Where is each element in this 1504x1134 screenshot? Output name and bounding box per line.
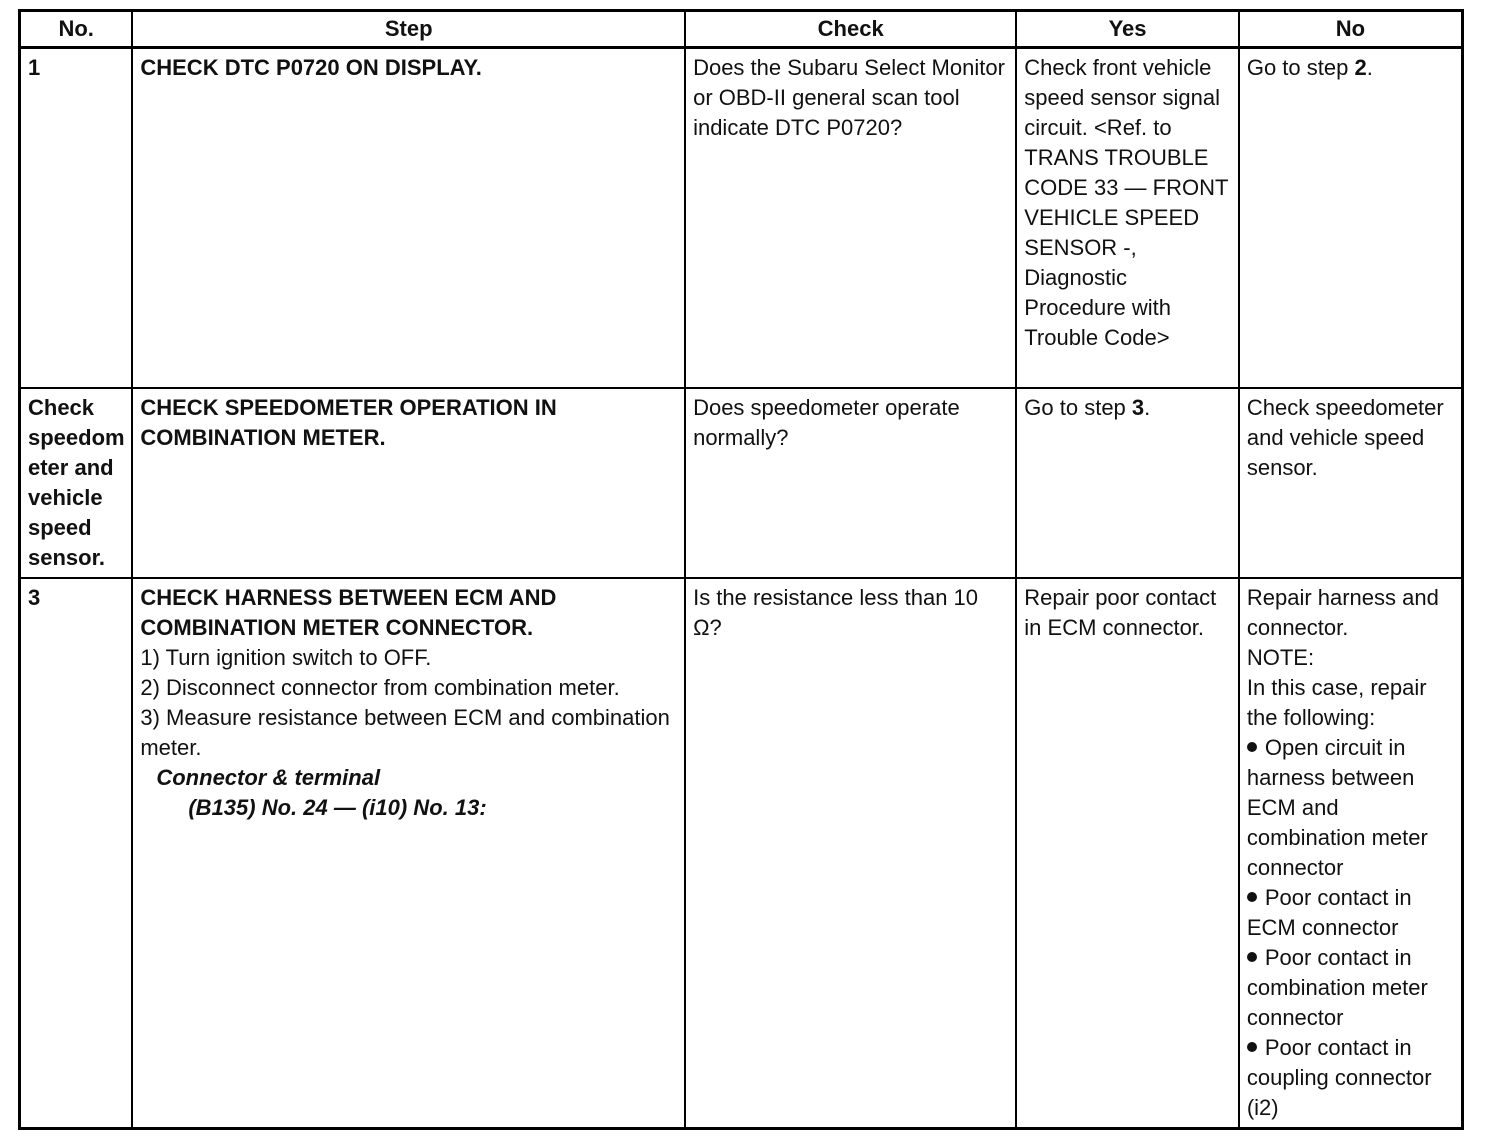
connector-terminal-value: (B135) No. 24 — (i10) No. 13: [188, 795, 487, 820]
bullet-text: Open circuit in harness between ECM and combination meter connector [1246, 735, 1428, 880]
bullet-icon [1247, 1042, 1257, 1052]
row-number: 1 [20, 48, 133, 389]
header-row [20, 11, 1463, 48]
header-no: No. [20, 11, 133, 48]
step-instruction: 3) Measure resistance between ECM and combination meter. [140, 705, 670, 760]
check-text: Does the Subaru Select Monitor or OBD-II general scan tool indicate DTC P0720? [685, 48, 1016, 389]
bullet-item [1247, 943, 1455, 1033]
no-step-number: 2 [1354, 55, 1367, 80]
row-number: 3 [20, 578, 133, 1129]
no-intro: Repair harness and connector. [1246, 585, 1439, 640]
yes-step-number: 3 [1131, 395, 1145, 420]
row-number: Check speedometer and vehicle speed sensor. [20, 388, 133, 578]
bullet-item [1247, 883, 1455, 943]
table-row [20, 578, 1463, 1129]
no-suffix: . [1366, 55, 1373, 80]
yes-text: Repair poor contact in ECM connector. [1016, 578, 1239, 1129]
bullet-icon [1247, 892, 1257, 902]
bullet-text: Poor contact in combination meter connector [1246, 945, 1428, 1030]
step-title: CHECK SPEEDOMETER OPERATION IN COMBINATION METER. [132, 388, 685, 578]
bullet-icon [1247, 742, 1257, 752]
bullet-text: Poor contact in ECM connector [1246, 885, 1412, 940]
bullet-item [1247, 1033, 1455, 1123]
bullet-item [1247, 733, 1455, 883]
connector-label: Connector & terminal [156, 765, 381, 790]
step-title: CHECK HARNESS BETWEEN ECM AND COMBINATION METER CONNECTOR. [140, 585, 557, 640]
step-instruction: 2) Disconnect connector from combination meter. [140, 675, 620, 700]
bullet-icon [1247, 952, 1257, 962]
header-step: Step [132, 11, 685, 48]
table-header [20, 11, 1463, 48]
yes-prefix: Go to step [1024, 395, 1132, 420]
check-text: Is the resistance less than 10 Ω? [685, 578, 1016, 1129]
yes-suffix: . [1144, 395, 1151, 420]
table-row [20, 48, 1463, 389]
step-title: CHECK DTC P0720 ON DISPLAY. [132, 48, 685, 389]
no-text: Check speedometer and vehicle speed sensor. [1239, 388, 1463, 578]
note-text: In this case, repair the following: [1246, 675, 1427, 730]
header-no-result: No [1239, 11, 1463, 48]
yes-text [1016, 388, 1239, 578]
header-check: Check [685, 11, 1016, 48]
yes-text: Check front vehicle speed sensor signal circuit. <Ref. to TRANS TROUBLE CODE 33 — FRONT VEHICLE SPEED SENSOR -, Diagnostic Procedure with Trouble Code> [1016, 48, 1239, 389]
header-yes: Yes [1016, 11, 1239, 48]
table-body [20, 48, 1463, 1129]
diagnostic-table [18, 9, 1464, 1130]
table-row [20, 388, 1463, 578]
bullet-text: Poor contact in coupling connector (i2) [1246, 1035, 1432, 1120]
step-instruction: 1) Turn ignition switch to OFF. [140, 645, 432, 670]
step-cell [132, 578, 685, 1129]
no-text [1239, 48, 1463, 389]
no-cell [1239, 578, 1463, 1129]
check-text: Does speedometer operate normally? [685, 388, 1016, 578]
note-label: NOTE: [1246, 645, 1315, 670]
no-prefix: Go to step [1246, 55, 1355, 80]
